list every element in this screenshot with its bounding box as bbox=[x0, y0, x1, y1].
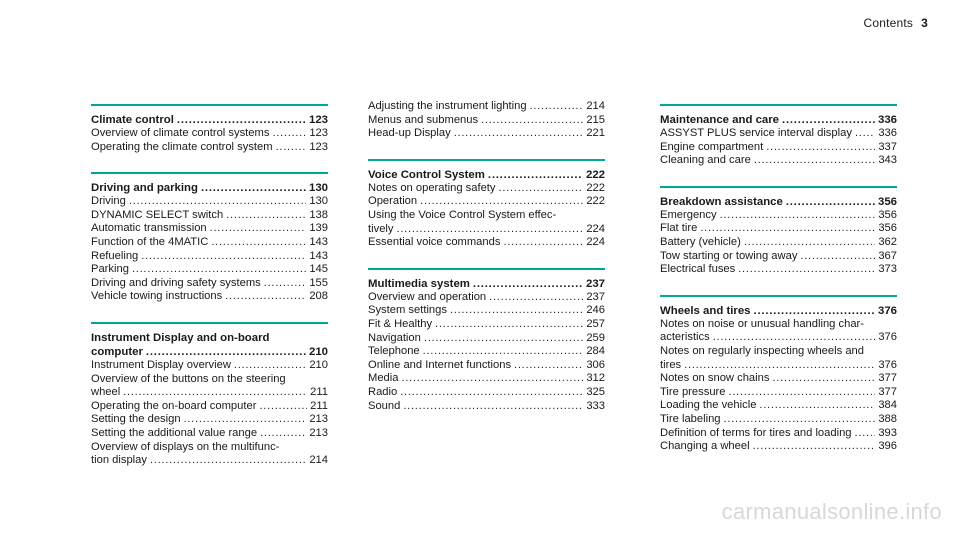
toc-heading-driving-and-parking[interactable]: Driving and parking . . . 130 bbox=[91, 181, 328, 195]
toc-column-2 bbox=[368, 100, 605, 431]
toc-entry[interactable]: System settings . . . 246 bbox=[368, 304, 605, 318]
toc-entry[interactable]: Using the Voice Control System effec- tively . . . 224 bbox=[368, 209, 605, 236]
toc-entry[interactable]: Notes on noise or unusual handling char- acteristics . . . 376 bbox=[660, 318, 897, 345]
toc-entry[interactable]: Setting the additional value range . . . 213 bbox=[91, 427, 328, 441]
toc-entry[interactable]: Notes on snow chains . . . 377 bbox=[660, 372, 897, 386]
toc-entry[interactable]: Function of the 4MATIC . . . 143 bbox=[91, 236, 328, 250]
toc-entry[interactable]: Loading the vehicle . . . 384 bbox=[660, 399, 897, 413]
section-divider bbox=[91, 322, 328, 324]
toc-entry[interactable]: Setting the design . . . 213 bbox=[91, 413, 328, 427]
toc-entry[interactable]: Operating the on-board computer . . . 211 bbox=[91, 400, 328, 414]
toc-entry[interactable]: Battery (vehicle) . . . 362 bbox=[660, 236, 897, 250]
header-title: Contents bbox=[863, 16, 914, 30]
section-divider bbox=[660, 295, 897, 297]
section-divider bbox=[660, 104, 897, 106]
toc-entry[interactable]: Overview and operation . . . 237 bbox=[368, 291, 605, 305]
toc-heading-voice-control[interactable]: Voice Control System . . . 222 bbox=[368, 168, 605, 182]
toc-entry[interactable]: Fit & Healthy . . . 257 bbox=[368, 318, 605, 332]
toc-entry[interactable]: Essential voice commands . . . 224 bbox=[368, 236, 605, 250]
toc-entry[interactable]: Online and Internet functions . . . 306 bbox=[368, 359, 605, 373]
toc-heading-multimedia[interactable]: Multimedia system . . . 237 bbox=[368, 277, 605, 291]
toc-entry[interactable]: Definition of terms for tires and loading . . . 393 bbox=[660, 427, 897, 441]
toc-entry[interactable]: Emergency . . . 356 bbox=[660, 209, 897, 223]
toc-entry[interactable]: Driving and driving safety systems . . . 155 bbox=[91, 277, 328, 291]
section-divider bbox=[91, 172, 328, 174]
toc-heading-breakdown[interactable]: Breakdown assistance . . . 356 bbox=[660, 195, 897, 209]
toc-section-continued bbox=[368, 100, 605, 141]
toc-entry[interactable]: Operating the climate control system . . . 123 bbox=[91, 141, 328, 155]
toc-section-driving-and-parking bbox=[91, 172, 328, 304]
toc-entry[interactable]: Parking . . . 145 bbox=[91, 263, 328, 277]
toc-entry[interactable]: Menus and submenus . . . 215 bbox=[368, 114, 605, 128]
toc-section-wheels-and-tires bbox=[660, 295, 897, 454]
toc-entry[interactable]: Overview of displays on the multifunc- tion display . . . 214 bbox=[91, 441, 328, 468]
toc-entry[interactable]: Tire labeling . . . 388 bbox=[660, 413, 897, 427]
toc-entry[interactable]: Notes on operating safety . . . 222 bbox=[368, 182, 605, 196]
toc-entry[interactable]: Driving . . . 130 bbox=[91, 195, 328, 209]
toc-entry[interactable]: Changing a wheel . . . 396 bbox=[660, 440, 897, 454]
toc-entry[interactable]: DYNAMIC SELECT switch . . . 138 bbox=[91, 209, 328, 223]
toc-entry[interactable]: Radio . . . 325 bbox=[368, 386, 605, 400]
toc-entry[interactable]: Operation . . . 222 bbox=[368, 195, 605, 209]
toc-entry[interactable]: Cleaning and care . . . 343 bbox=[660, 154, 897, 168]
toc-entry[interactable]: Navigation . . . 259 bbox=[368, 332, 605, 346]
toc-section-climate-control bbox=[91, 104, 328, 154]
toc-entry[interactable]: Media . . . 312 bbox=[368, 372, 605, 386]
toc-entry[interactable]: Head-up Display . . . 221 bbox=[368, 127, 605, 141]
toc-entry[interactable]: Engine compartment . . . 337 bbox=[660, 141, 897, 155]
toc-entry[interactable]: Overview of climate control systems . . . 123 bbox=[91, 127, 328, 141]
toc-entry[interactable]: Instrument Display overview . . . 210 bbox=[91, 359, 328, 373]
toc-section-instrument-display bbox=[91, 322, 328, 468]
toc-column-3 bbox=[660, 104, 897, 472]
toc-section-maintenance bbox=[660, 104, 897, 168]
toc-entry[interactable]: Notes on regularly inspecting wheels and tires . . . 376 bbox=[660, 345, 897, 372]
header-page-number: 3 bbox=[921, 16, 928, 30]
toc-entry[interactable]: ASSYST PLUS service interval display . . . 336 bbox=[660, 127, 897, 141]
section-divider bbox=[368, 159, 605, 161]
toc-heading-maintenance[interactable]: Maintenance and care . . . 336 bbox=[660, 113, 897, 127]
toc-entry[interactable]: Electrical fuses . . . 373 bbox=[660, 263, 897, 277]
toc-entry[interactable]: Adjusting the instrument lighting . . . 214 bbox=[368, 100, 605, 114]
page-header bbox=[863, 16, 928, 30]
toc-entry[interactable]: Tire pressure . . . 377 bbox=[660, 386, 897, 400]
toc-section-multimedia bbox=[368, 268, 605, 413]
toc-entry[interactable]: Automatic transmission . . . 139 bbox=[91, 222, 328, 236]
section-divider bbox=[368, 268, 605, 270]
toc-entry[interactable]: Refueling . . . 143 bbox=[91, 250, 328, 264]
section-divider bbox=[91, 104, 328, 106]
section-divider bbox=[660, 186, 897, 188]
toc-entry[interactable]: Vehicle towing instructions . . . 208 bbox=[91, 290, 328, 304]
watermark: carmanualsonline.info bbox=[721, 499, 942, 524]
toc-section-breakdown bbox=[660, 186, 897, 277]
toc-entry[interactable]: Tow starting or towing away . . . 367 bbox=[660, 250, 897, 264]
toc-entry[interactable]: Overview of the buttons on the steering wheel . . . 211 bbox=[91, 373, 328, 400]
toc-section-voice-control bbox=[368, 159, 605, 250]
toc-entry[interactable]: Sound . . . 333 bbox=[368, 400, 605, 414]
toc-heading-wheels-and-tires[interactable]: Wheels and tires . . . 376 bbox=[660, 304, 897, 318]
toc-entry[interactable]: Flat tire . . . 356 bbox=[660, 222, 897, 236]
toc-heading-climate-control[interactable]: Climate control . . . 123 bbox=[91, 113, 328, 127]
toc-heading-instrument-display[interactable]: Instrument Display and on-board computer . . . 210 bbox=[91, 331, 328, 359]
toc-entry[interactable]: Telephone . . . 284 bbox=[368, 345, 605, 359]
toc-column-1 bbox=[91, 104, 328, 486]
